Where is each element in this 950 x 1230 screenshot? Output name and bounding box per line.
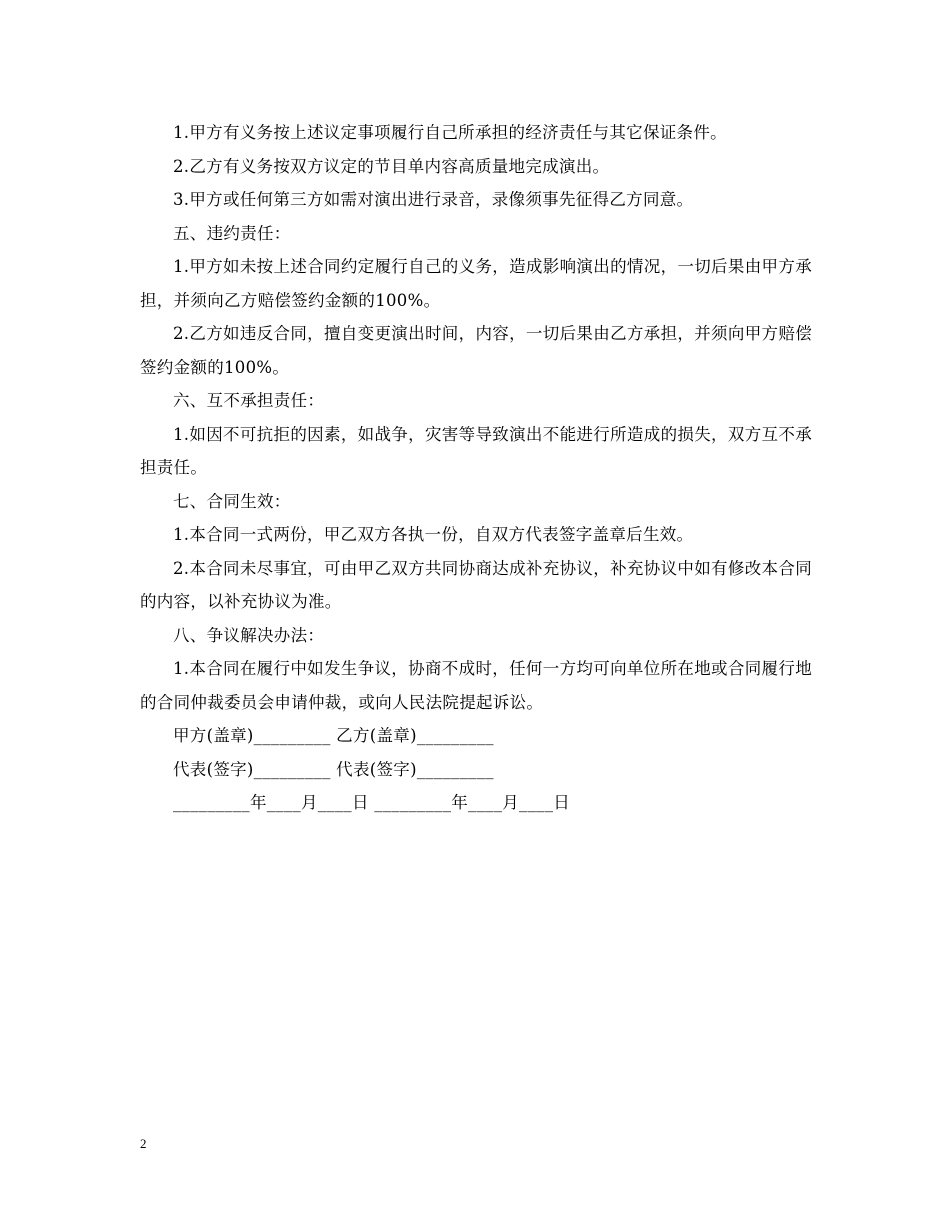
effect-clause-2: 2.本合同未尽事宜，可由甲乙双方共同协商达成补充协议，补充协议中如有修改本合同的内容，以补充协议为准。 bbox=[140, 558, 812, 611]
contract-body bbox=[140, 116, 812, 820]
dispute-clause-1: 1.本合同在履行中如发生争议，协商不成时，任何一方均可向单位所在地或合同履行地的合同仲裁委员会申请仲裁，或向人民法院提起诉讼。 bbox=[140, 659, 812, 712]
section-heading-breach: 五、违约责任： bbox=[173, 223, 291, 243]
clause-1: 1.甲方有义务按上述议定事项履行自己所承担的经济责任与其它保证条件。 bbox=[173, 123, 727, 142]
section-heading-no-liability: 六、互不承担责任： bbox=[173, 391, 325, 410]
breach-clause-1: 1.甲方如未按上述合同约定履行自己的义务，造成影响演出的情况，一切后果由甲方承担，并须向乙方赔偿签约金额的100%。 bbox=[140, 257, 812, 310]
signature-date-line: _________年____月____日 _________年____月____日 bbox=[173, 793, 571, 812]
breach-clause-2: 2.乙方如违反合同，擅自变更演出时间，内容，一切后果由乙方承担，并须向甲方赔偿签约金额的100%。 bbox=[140, 324, 812, 377]
effect-clause-1: 1.本合同一式两份，甲乙双方各执一份，自双方代表签字盖章后生效。 bbox=[173, 525, 694, 544]
page-number: 2 bbox=[140, 1136, 147, 1151]
section-heading-dispute: 八、争议解决办法： bbox=[173, 625, 325, 645]
signature-seal-line: 甲方(盖章)_________ 乙方(盖章)_________ bbox=[173, 726, 494, 745]
no-liability-clause-1: 1.如因不可抗拒的因素，如战争，灾害等导致演出不能进行所造成的损失，双方互不承担责任。 bbox=[140, 424, 812, 477]
signature-rep-line: 代表(签字)_________ 代表(签字)_________ bbox=[173, 759, 494, 779]
clause-2: 2.乙方有义务按双方议定的节目单内容高质量地完成演出。 bbox=[173, 156, 610, 176]
clause-3: 3.甲方或任何第三方如需对演出进行录音，录像须事先征得乙方同意。 bbox=[173, 190, 694, 209]
section-heading-effect: 七、合同生效： bbox=[173, 491, 291, 511]
